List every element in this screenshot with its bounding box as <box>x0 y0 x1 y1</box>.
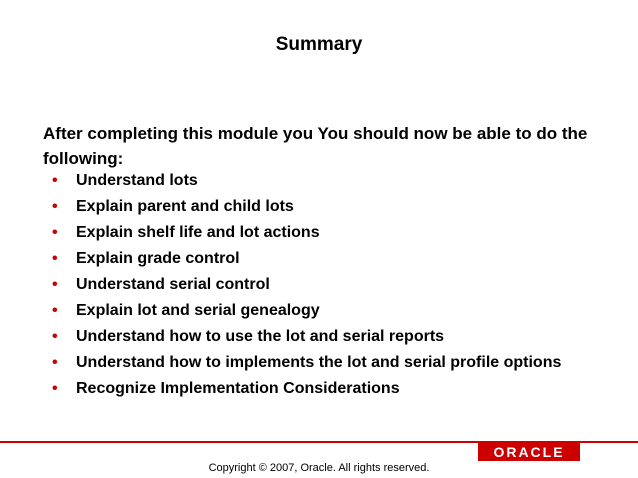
bullet-icon: • <box>52 328 58 345</box>
list-item <box>52 170 612 192</box>
list-item-text: Explain shelf life and lot actions <box>76 224 320 241</box>
slide-title: Summary <box>275 34 363 55</box>
list-item-text: Understand lots <box>76 172 198 189</box>
list-item-text: Understand how to use the lot and serial reports <box>76 328 445 345</box>
bullet-icon: • <box>52 198 58 215</box>
list-item <box>52 196 612 218</box>
list-item <box>52 326 612 348</box>
bullet-icon: • <box>52 224 58 241</box>
bullet-icon: • <box>52 250 58 267</box>
bullet-icon: • <box>52 354 58 371</box>
list-item-text: Explain parent and child lots <box>76 198 294 215</box>
list-item <box>52 378 612 400</box>
oracle-logo <box>478 443 580 461</box>
logo-text: ORACLE <box>493 444 565 460</box>
list-item <box>52 352 612 374</box>
list-item <box>52 300 612 322</box>
list-item <box>52 222 612 244</box>
list-item-text: Explain lot and serial genealogy <box>76 302 320 319</box>
copyright-text: Copyright © 2007, Oracle. All rights reserved. <box>208 462 430 474</box>
intro-text: After completing this module you You should now be able to do the following: <box>43 124 588 168</box>
list-item <box>52 274 612 296</box>
bullet-icon: • <box>52 302 58 319</box>
list-item <box>52 248 612 270</box>
bullet-list <box>52 170 612 404</box>
bullet-icon: • <box>52 276 58 293</box>
list-item-text: Recognize Implementation Considerations <box>76 380 400 397</box>
bullet-icon: • <box>52 380 58 397</box>
list-item-text: Explain grade control <box>76 250 240 267</box>
list-item-text: Understand serial control <box>76 276 270 293</box>
list-item-text: Understand how to implements the lot and serial profile options <box>76 354 562 371</box>
bullet-icon: • <box>52 172 58 189</box>
